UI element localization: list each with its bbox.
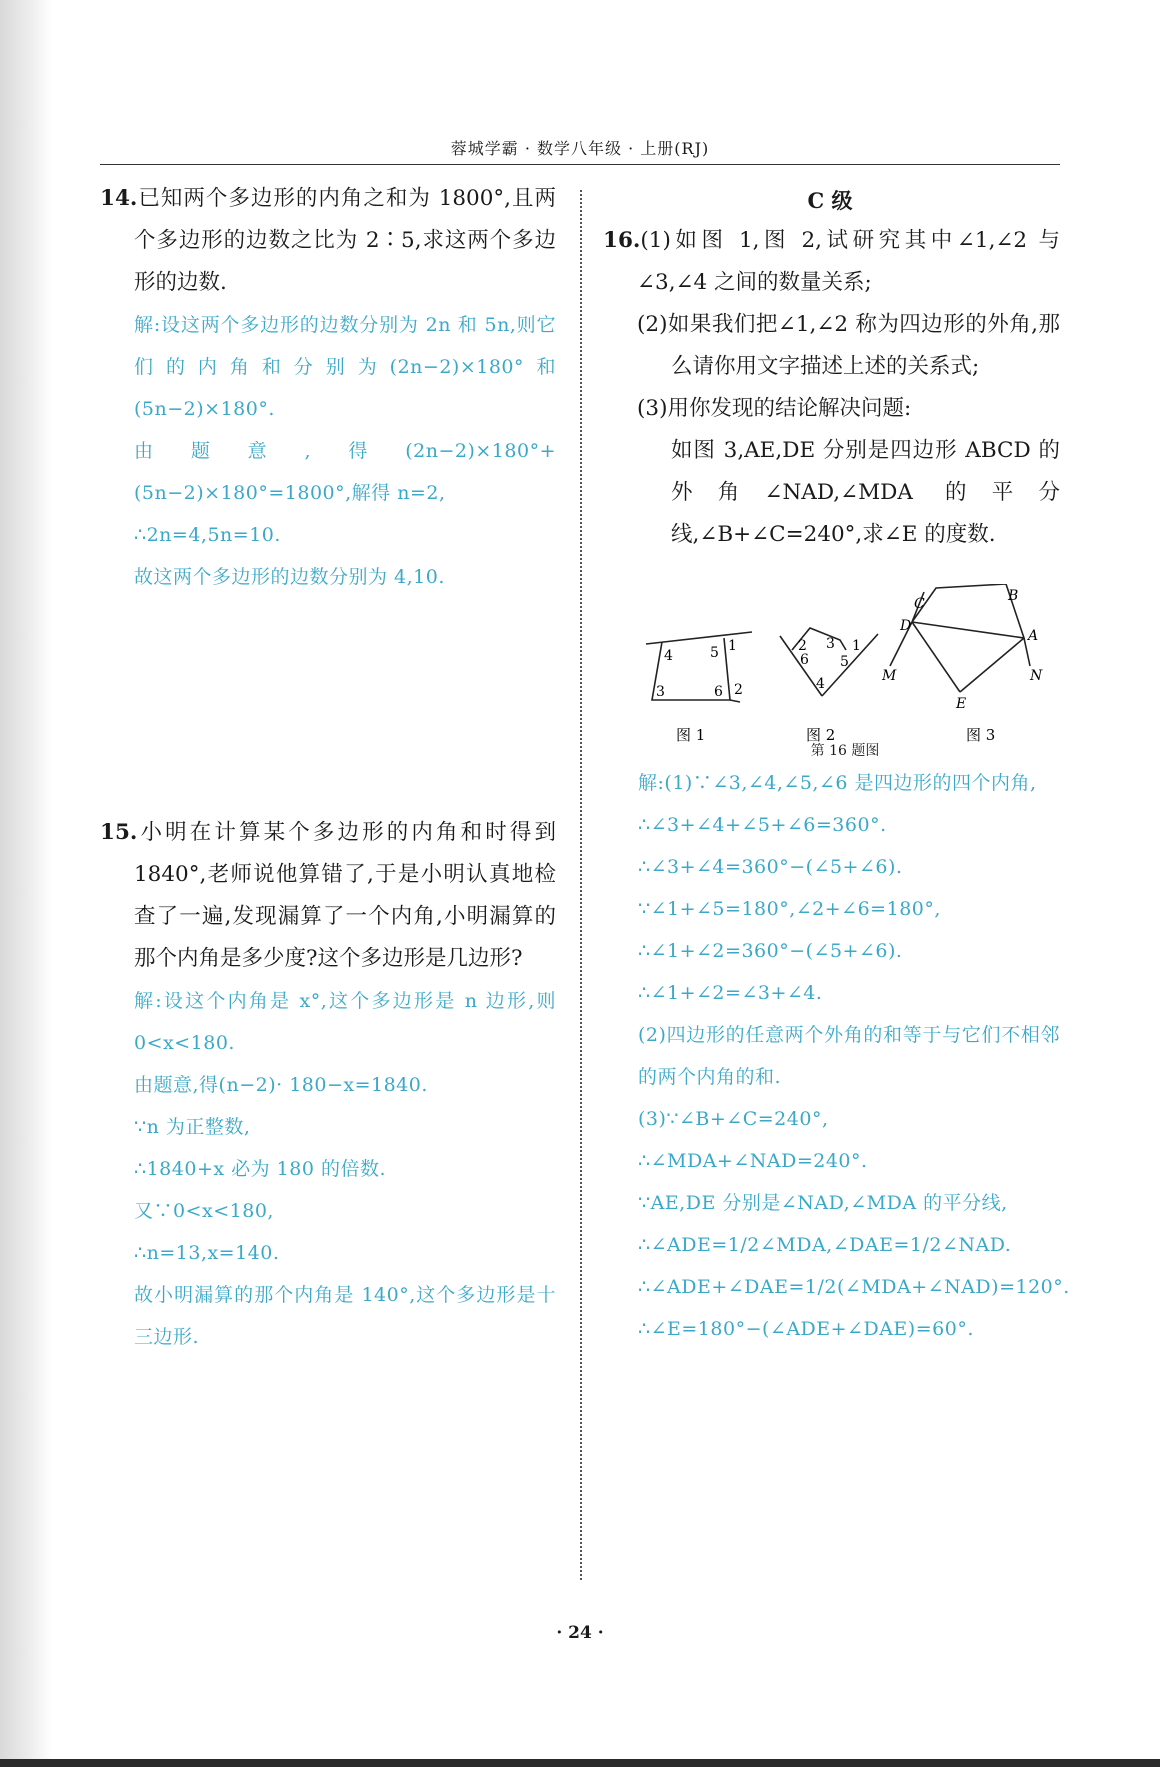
fig2-label: 3 [826, 636, 835, 652]
solution-line: 故这两个多边形的边数分别为 4,10. [134, 566, 445, 588]
question-16-part-1 [603, 220, 1060, 304]
solution-line: (2)四边形的任意两个外角的和等于与它们不相邻的两个内角的和. [638, 1024, 1060, 1088]
solution-line: 由题意,得(2n−2)×180°+(5n−2)×180°=1800°,解得 n=2, [134, 440, 556, 504]
solution-line: ∴∠3+∠4=360°−(∠5+∠6). [638, 856, 903, 878]
figure-2-caption: 图 2 [806, 726, 836, 744]
question-14-text: 已知两个多边形的内角之和为 1800°,且两个多边形的边数之比为 2∶5,求这两个多边形的边数. [134, 186, 556, 295]
question-15-text: 小明在计算某个多边形的内角和时得到 1840°,老师说他算错了,于是小明认真地检查了一遍,发现漏算了一个内角,小明漏算的那个内角是多少度?这个多边形是几边形? [134, 820, 556, 971]
fig1-label: 5 [710, 645, 719, 661]
solution-line: ∵∠1+∠5=180°,∠2+∠6=180°, [638, 898, 941, 920]
fig2-label: 6 [800, 652, 809, 668]
solution-line: ∵n 为正整数, [134, 1116, 251, 1138]
question-16-part-1-text: (1)如图 1,图 2,试研究其中∠1,∠2 与∠3,∠4 之间的数量关系; [637, 228, 1060, 295]
fig3-label: N [1030, 668, 1043, 684]
question-16-part-3-body: 如图 3,AE,DE 分别是四边形 ABCD 的外角∠NAD,∠MDA 的平分线,∠B+∠C=240°,求∠E 的度数. [671, 438, 1060, 547]
solution-line: 解:设这个内角是 x°,这个多边形是 n 边形,则 0<x<180. [134, 990, 556, 1054]
figure-16 [640, 584, 1050, 756]
fig2-label: 5 [840, 654, 849, 670]
fig1-label: 6 [714, 684, 723, 700]
header-rule [100, 164, 1060, 165]
solution-line: ∴n=13,x=140. [134, 1242, 280, 1264]
solution-line: ∴1840+x 必为 180 的倍数. [134, 1158, 387, 1180]
solution-line: (3)∵∠B+∠C=240°, [638, 1108, 829, 1130]
solution-line: 解:设这两个多边形的边数分别为 2n 和 5n,则它们的内角和分别为(2n−2)×180°和(5n−2)×180°. [134, 314, 556, 420]
solution-line: ∴∠E=180°−(∠ADE+∠DAE)=60°. [638, 1318, 974, 1340]
level-heading: C 级 [807, 188, 853, 213]
fig2-label: 1 [852, 638, 861, 654]
page-edge-shadow [0, 0, 52, 1767]
solution-line: ∴∠ADE=1/2∠MDA,∠DAE=1/2∠NAD. [638, 1234, 1012, 1256]
question-16-part-3: (3)用你发现的结论解决问题: [637, 396, 912, 421]
solution-line: ∴∠1+∠2=360°−(∠5+∠6). [638, 940, 903, 962]
solution-line: 又∵0<x<180, [134, 1200, 274, 1222]
question-16-part-2: (2)如果我们把∠1,∠2 称为四边形的外角,那么请你用文字描述上述的关系式; [637, 312, 1060, 379]
solution-line: 由题意,得(n−2)· 180−x=1840. [134, 1074, 428, 1096]
fig2-label: 2 [798, 638, 807, 654]
solution-line: ∴∠1+∠2=∠3+∠4. [638, 982, 823, 1004]
question-16-number: 16. [603, 228, 641, 253]
page-header: 蓉城学霸 · 数学八年级 · 上册(RJ) [450, 139, 710, 158]
page-number: · 24 · [556, 1623, 604, 1643]
solution-line: 解:(1)∵∠3,∠4,∠5,∠6 是四边形的四个内角, [638, 772, 1037, 794]
question-15-number: 15. [100, 820, 138, 845]
fig1-label: 3 [656, 684, 665, 700]
question-14 [100, 178, 556, 598]
question-14-solution [100, 304, 556, 598]
question-15-solution [100, 980, 556, 1358]
question-14-stem [100, 178, 556, 304]
fig2-label: 4 [816, 676, 825, 692]
question-16-solution [638, 762, 1070, 1350]
figure-1-caption: 图 1 [676, 726, 706, 744]
column-divider [580, 190, 582, 1580]
question-15 [100, 812, 556, 1358]
fig1-label: 2 [734, 682, 743, 698]
fig3-label: D [900, 618, 912, 634]
solution-line: 故小明漏算的那个内角是 140°,这个多边形是十三边形. [134, 1284, 556, 1348]
fig3-label: M [882, 668, 897, 684]
question-16-stem [603, 220, 1060, 556]
bottom-bar [0, 1759, 1160, 1767]
question-14-number: 14. [100, 186, 138, 211]
solution-line: ∴∠ADE+∠DAE=1/2(∠MDA+∠NAD)=120°. [638, 1276, 1070, 1298]
fig3-label: B [1008, 588, 1019, 604]
fig1-label: 1 [728, 638, 737, 654]
figure-3-caption: 图 3 [966, 726, 996, 744]
solution-line: ∴2n=4,5n=10. [134, 524, 281, 546]
solution-line: ∴∠MDA+∠NAD=240°. [638, 1150, 868, 1172]
solution-line: ∴∠3+∠4+∠5+∠6=360°. [638, 814, 887, 836]
fig3-label: C [914, 596, 925, 612]
fig1-label: 4 [664, 648, 673, 664]
fig3-label: A [1028, 628, 1039, 644]
figure-title: 第 16 题图 [810, 743, 880, 759]
fig3-label: E [956, 696, 967, 712]
solution-line: ∵AE,DE 分别是∠NAD,∠MDA 的平分线, [638, 1192, 1008, 1214]
question-15-stem [100, 812, 556, 980]
